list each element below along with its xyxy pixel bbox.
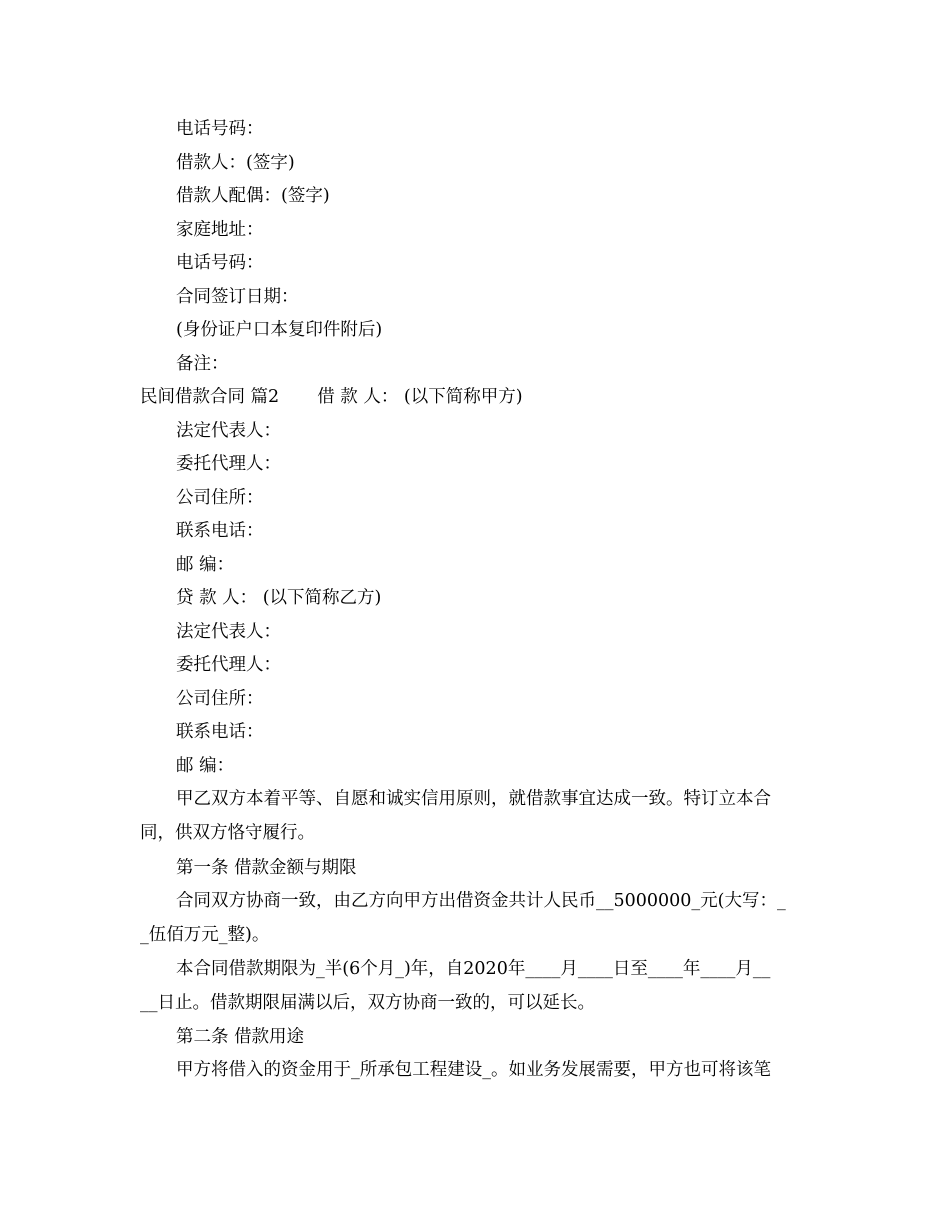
article-heading: 第二条 借款用途: [176, 1027, 305, 1047]
paragraph-line: 合同双方协商一致，由乙方向甲方出借资金共计人民币__5000000_元(大写：_: [176, 891, 786, 911]
paragraph-line: __日止。借款期限届满以后，双方协商一致的，可以延长。: [140, 993, 595, 1013]
text-line: 电话号码：: [176, 253, 264, 273]
text-line: 备注：: [176, 354, 229, 374]
text-line: (身份证户口本复印件附后): [176, 320, 383, 340]
section-title: 民间借款合同 篇2: [140, 387, 280, 407]
section-party: 借 款 人： (以下简称甲方): [317, 387, 523, 407]
paragraph-line: _伍佰万元_整)。: [140, 925, 270, 945]
text-line: 公司住所：: [176, 488, 264, 508]
text-line: 合同签订日期：: [176, 287, 299, 307]
text-line: 法定代表人：: [176, 421, 281, 441]
paragraph-line: 甲方将借入的资金用于_所承包工程建设_。如业务发展需要，甲方也可将该笔: [176, 1060, 771, 1080]
text-line: 委托代理人：: [176, 655, 281, 675]
text-line: 公司住所：: [176, 689, 264, 709]
text-line: 家庭地址：: [176, 220, 264, 240]
text-line: 借款人：(签字): [176, 153, 295, 173]
text-line: 联系电话：: [176, 521, 264, 541]
text-line: 贷 款 人： (以下简称乙方): [176, 588, 382, 608]
text-line: 邮 编：: [176, 756, 235, 776]
paragraph-line: 甲乙双方本着平等、自愿和诚实信用原则，就借款事宜达成一致。特订立本合: [176, 789, 771, 809]
paragraph-line: 本合同借款期限为_半(6个月_)年，自2020年____月____日至____年____月__: [176, 959, 771, 979]
article-heading: 第一条 借款金额与期限: [176, 858, 357, 878]
text-line: 联系电话：: [176, 722, 264, 742]
text-line: 电话号码：: [176, 119, 264, 139]
section-heading: [140, 381, 820, 415]
text-line: 借款人配偶：(签字): [176, 186, 330, 206]
paragraph-line: 同，供双方恪守履行。: [140, 823, 315, 843]
text-line: 邮 编：: [176, 555, 235, 575]
text-line: 委托代理人：: [176, 454, 281, 474]
text-line: 法定代表人：: [176, 622, 281, 642]
